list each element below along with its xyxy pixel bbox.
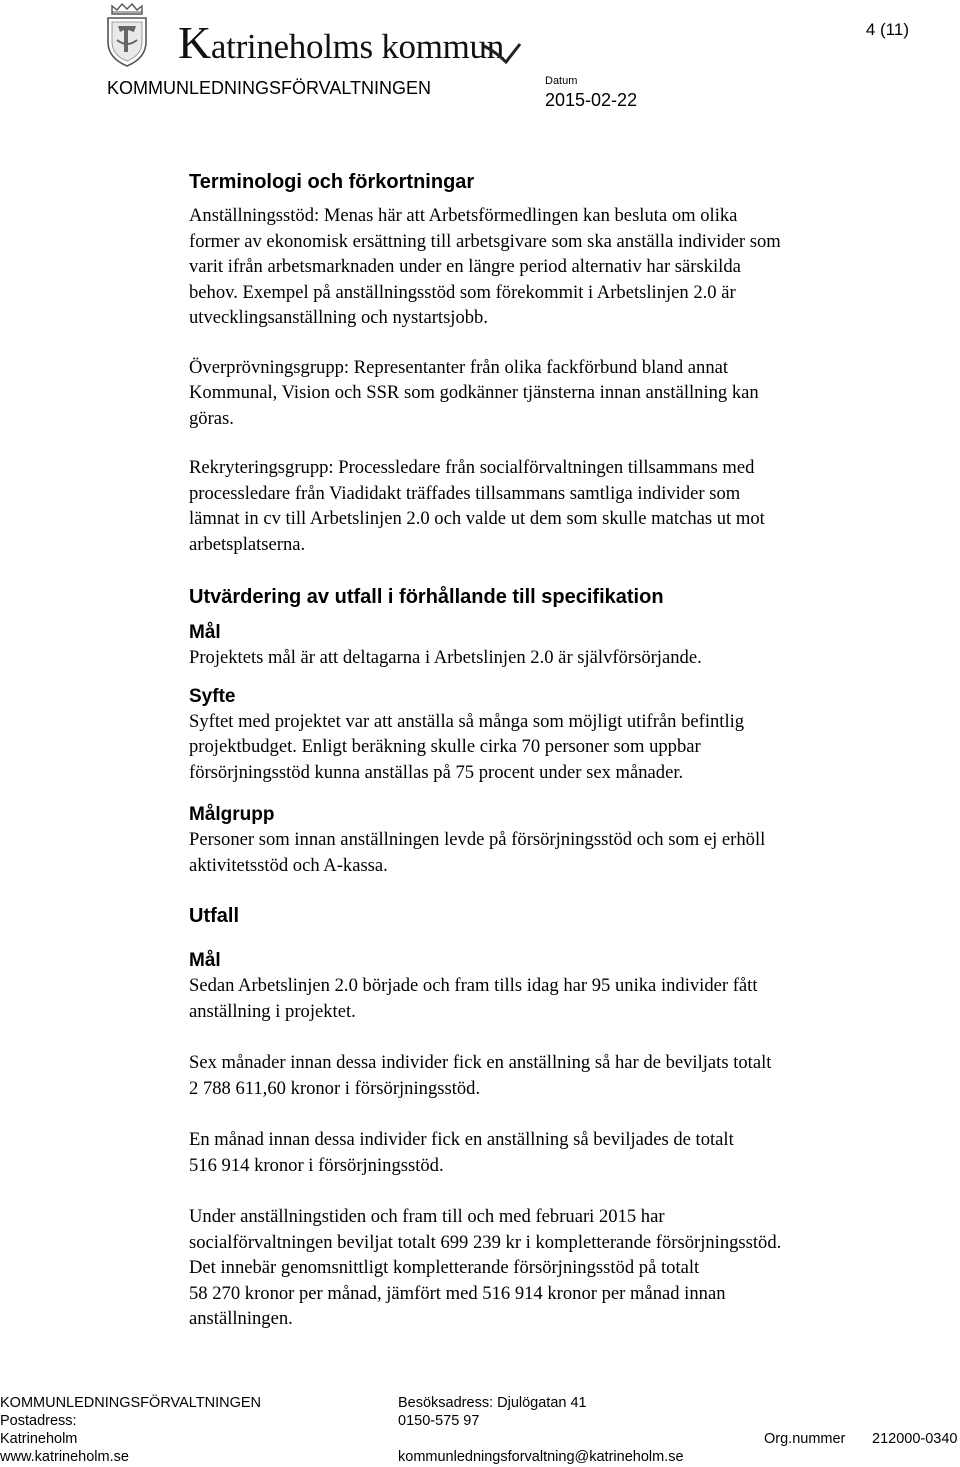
organization-title: Katrineholms kommun <box>178 17 504 68</box>
footer-org-label: Org.nummer <box>764 1431 846 1447</box>
footer-department: KOMMUNLEDNINGSFÖRVALTNINGEN <box>0 1395 262 1411</box>
goal-subheading: Mål <box>189 622 221 643</box>
goal-text: Projektets mål är att deltagarna i Arbetslinjen 2.0 är självförsörjande. <box>189 647 702 668</box>
term-review-group: Överprövningsgrupp: Representanter från olika fackförbund bland annat Kommunal, Vision och SSR som godkänner tjänsterna innan anställning kan göras. <box>189 356 759 429</box>
terminology-heading: Terminologi och förkortningar <box>189 171 475 193</box>
outcome-paragraph: Sedan Arbetslinjen 2.0 började och fram tills idag har 95 unika individer fått anställning i projektet. <box>189 975 758 1022</box>
outcome-paragraph: En månad innan dessa individer fick en anställning så beviljades de totalt 516 914 kronor i försörjningsstöd. <box>189 1129 734 1176</box>
footer-city: Katrineholm <box>0 1431 78 1447</box>
term-recruitment-group: Rekryteringsgrupp: Processledare från socialförvaltningen tillsammans med processledare från Viadidakt träffades tillsammans samtliga individer som lämnat in cv till Arbetslinjen 2.0 och valde ut dem som skulle matchas ut mot arbetsplatserna. <box>189 457 765 555</box>
date-value: 2015-02-22 <box>545 90 638 110</box>
date-label: Datum <box>545 75 578 87</box>
term-employment-support: Anställningsstöd: Menas här att Arbetsförmedlingen kan besluta om olika former av ekonomisk ersättning till arbetsgivare som ska anställa individer som varit ifrån arbetsmarknaden under en längre period alternativ har särskilda behov. Exempel på anställningsstöd som förekommit i Arbetslinjen 2.0 är utvecklingsanställning och nystartsjobb. <box>189 205 781 328</box>
target-group-text: Personer som innan anställningen levde på försörjningsstöd och som ej erhöll aktivitetsstöd och A-kassa. <box>189 829 766 876</box>
footer-email: kommunledningsforvaltning@katrineholm.se <box>398 1449 684 1465</box>
evaluation-heading: Utvärdering av utfall i förhållande till specifikation <box>189 586 664 608</box>
footer-phone: 0150-575 97 <box>398 1413 480 1429</box>
outcome-paragraph: Under anställningstiden och fram till och med februari 2015 har socialförvaltningen beviljat totalt 699 239 kr i kompletterande försörjningsstöd. Det innebär genomsnittligt kompletterande försörjningsstöd på totalt 58 270 kronor per månad, jämfört med 516 914 kronor per månad innan anställningen. <box>189 1206 782 1329</box>
outcome-paragraph: Sex månader innan dessa individer fick en anställning så har de beviljats totalt 2 788 611,60 kronor i försörjningsstöd. <box>189 1052 772 1099</box>
outcome-heading: Utfall <box>189 905 239 927</box>
footer-website: www.katrineholm.se <box>0 1449 129 1465</box>
department-header: KOMMUNLEDNINGSFÖRVALTNINGEN <box>107 78 432 98</box>
title-swoosh-mark <box>482 40 522 64</box>
coat-of-arms-logo <box>104 2 150 68</box>
purpose-subheading: Syfte <box>189 685 236 707</box>
footer-postal-label: Postadress: <box>0 1413 77 1429</box>
footer-visit-address: Besöksadress: Djulögatan 41 <box>398 1395 587 1411</box>
footer-org-number: 212000-0340 <box>872 1431 958 1447</box>
document-body <box>189 170 909 1332</box>
target-group-subheading: Målgrupp <box>189 804 275 825</box>
page-number: 4 (11) <box>865 20 909 39</box>
purpose-text: Syftet med projektet var att anställa så många som möjligt utifrån befintlig projektbudget. Enligt beräkning skulle cirka 70 personer som uppbar försörjningsstöd kunna anställas på 75 procent under sex månader. <box>189 710 745 783</box>
outcome-goal-subheading: Mål <box>189 950 221 971</box>
